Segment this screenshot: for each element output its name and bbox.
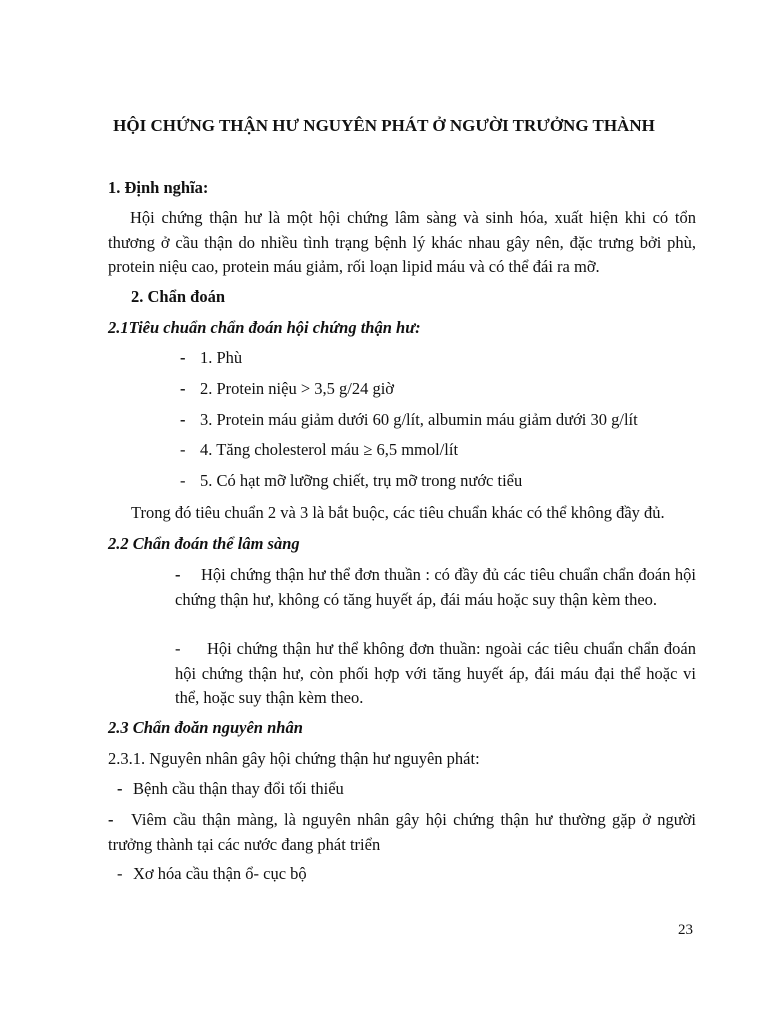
definition-paragraph: Hội chứng thận hư là một hội chứng lâm sàng và sinh hóa, xuất hiện khi có tổn thương ở cầu thận do nhiều tình trạng bệnh lý khác nhau gây nên, đặc trưng bởi phù, protein niệu cao, protein máu giảm, rối loạn lipid máu và có thể đái ra mỡ. (108, 208, 696, 276)
criteria-item (180, 377, 394, 401)
criteria-text: 4. Tăng cholesterol máu ≥ 6,5 mmol/lít (200, 440, 459, 459)
list-dash: - (180, 410, 186, 429)
criteria-item (180, 469, 522, 493)
list-dash: - (180, 471, 186, 490)
cause-text: Xơ hóa cầu thận ổ- cục bộ (133, 864, 307, 883)
cause-item (117, 862, 307, 886)
clinical-text: Hội chứng thận hư thể đơn thuần : có đầy đủ các tiêu chuẩn chẩn đoán hội chứng thận hư, không có tăng huyết áp, đái máu hoặc suy thận kèm theo. (175, 565, 696, 609)
section-2-1-heading: 2.1Tiêu chuẩn chẩn đoán hội chứng thận hư: (108, 318, 421, 337)
list-dash: - (108, 810, 114, 829)
criteria-item (180, 438, 458, 462)
list-dash: - (175, 639, 181, 658)
page-title: HỘI CHỨNG THẬN HƯ NGUYÊN PHÁT Ở NGƯỜI TRƯỞNG THÀNH (113, 116, 655, 135)
list-dash: - (117, 779, 123, 798)
clinical-text: Hội chứng thận hư thể không đơn thuần: ngoài các tiêu chuẩn chẩn đoán hội chứng thận hư, còn phối hợp với tăng huyết áp, đái máu đại thể hoặc vi thể, hoặc suy thận kèm theo. (175, 639, 696, 707)
clinical-item (175, 563, 696, 612)
criteria-text: 3. Protein máu giảm dưới 60 g/lít, albumin máu giảm dưới 30 g/lít (200, 410, 638, 429)
criteria-note: Trong đó tiêu chuẩn 2 và 3 là bắt buộc, các tiêu chuẩn khác có thể không đầy đủ. (131, 503, 665, 522)
section-2-heading: 2. Chẩn đoán (131, 287, 225, 306)
cause-text: Viêm cầu thận màng, là nguyên nhân gây hội chứng thận hư thường gặp ở người trưởng thành tại các nước đang phát triển (108, 810, 696, 854)
clinical-item (175, 637, 696, 711)
list-dash: - (180, 440, 186, 459)
list-dash: - (175, 565, 181, 584)
criteria-text: 2. Protein niệu > 3,5 g/24 giờ (200, 379, 395, 398)
cause-text: Bệnh cầu thận thay đổi tối thiểu (133, 779, 344, 798)
criteria-item (180, 408, 638, 432)
criteria-text: 1. Phù (200, 348, 243, 367)
criteria-text: 5. Có hạt mỡ lưỡng chiết, trụ mỡ trong nước tiểu (200, 471, 523, 490)
list-dash: - (117, 864, 123, 883)
cause-intro: 2.3.1. Nguyên nhân gây hội chứng thận hư nguyên phát: (108, 749, 480, 768)
cause-item (117, 777, 344, 801)
list-dash: - (180, 379, 186, 398)
cause-item (108, 808, 696, 857)
section-1-heading: 1. Định nghĩa: (108, 178, 209, 197)
page-number: 23 (678, 922, 693, 938)
criteria-item (180, 346, 242, 370)
section-2-2-heading: 2.2 Chẩn đoán thể lâm sàng (108, 534, 300, 553)
list-dash: - (180, 348, 186, 367)
section-2-3-heading: 2.3 Chẩn đoăn nguyên nhân (108, 718, 303, 737)
